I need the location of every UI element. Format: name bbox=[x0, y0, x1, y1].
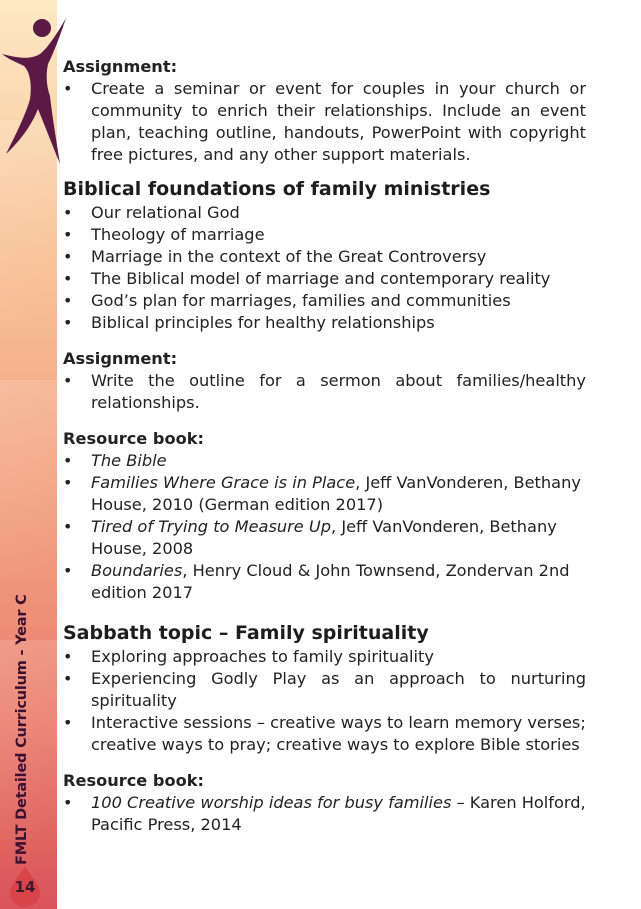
page-number: 14 bbox=[14, 878, 36, 896]
book-title: 100 Creative worship ideas for busy families bbox=[91, 793, 452, 812]
resource-book-label: Resource book: bbox=[63, 771, 204, 790]
list-item: • Marriage in the context of the Great Controversy bbox=[63, 246, 586, 268]
book-title: Tired of Trying to Measure Up bbox=[91, 517, 332, 536]
assignment-label: Assignment: bbox=[63, 349, 178, 368]
book-details: , Jeff VanVonderen, Bethany House, 2010 (German edition 2017) bbox=[91, 473, 581, 514]
list-item: • Experiencing Godly Play as an approach to nurturing spirituality bbox=[63, 668, 586, 712]
list-item bbox=[63, 516, 586, 560]
decor-facet bbox=[0, 380, 57, 580]
dancing-figure-icon bbox=[0, 14, 70, 174]
resource-book-label: Resource book: bbox=[63, 429, 204, 448]
list-item: • Exploring approaches to family spirituality bbox=[63, 646, 586, 668]
list-item: • Biblical principles for healthy relationships bbox=[63, 312, 586, 334]
resource-list bbox=[63, 450, 586, 604]
assignment-list bbox=[63, 78, 586, 166]
list-item: • Our relational God bbox=[63, 202, 586, 224]
curriculum-title: FMLT Detailed Curriculum - Year C bbox=[14, 594, 30, 865]
list-item: • Write the outline for a sermon about families/healthy relationships. bbox=[63, 370, 586, 414]
book-title: The Bible bbox=[91, 451, 167, 470]
biblical-list bbox=[63, 202, 586, 334]
section-heading-sabbath: Sabbath topic – Family spirituality bbox=[63, 622, 429, 644]
list-item bbox=[63, 450, 586, 472]
list-item bbox=[63, 792, 586, 836]
list-item: • The Biblical model of marriage and contemporary reality bbox=[63, 268, 586, 290]
list-item bbox=[63, 560, 586, 604]
list-item: • Theology of marriage bbox=[63, 224, 586, 246]
book-title: Families Where Grace is in Place bbox=[91, 473, 356, 492]
book-title: Boundaries bbox=[91, 561, 183, 580]
sabbath-list bbox=[63, 646, 586, 756]
assignment-label: Assignment: bbox=[63, 57, 178, 76]
book-details: , Jeff VanVonderen, Bethany House, 2008 bbox=[91, 517, 557, 558]
assignment-list bbox=[63, 370, 586, 414]
list-item: • Create a seminar or event for couples in your church or community to enrich their relationships. Include an event plan, teaching outline, handouts, PowerPoint with copyright free pictures, and any other support materials. bbox=[63, 78, 586, 166]
book-details: , Henry Cloud & John Townsend, Zondervan 2nd edition 2017 bbox=[91, 561, 570, 602]
resource-list bbox=[63, 792, 586, 836]
book-details: – Karen Holford, Pacific Press, 2014 bbox=[91, 793, 586, 834]
main-content bbox=[63, 56, 586, 836]
list-item: • God’s plan for marriages, families and communities bbox=[63, 290, 586, 312]
list-item: • Interactive sessions – creative ways to learn memory verses; creative ways to pray; creative ways to explore Bible stories bbox=[63, 712, 586, 756]
list-item bbox=[63, 472, 586, 516]
section-heading-biblical: Biblical foundations of family ministries bbox=[63, 178, 491, 200]
